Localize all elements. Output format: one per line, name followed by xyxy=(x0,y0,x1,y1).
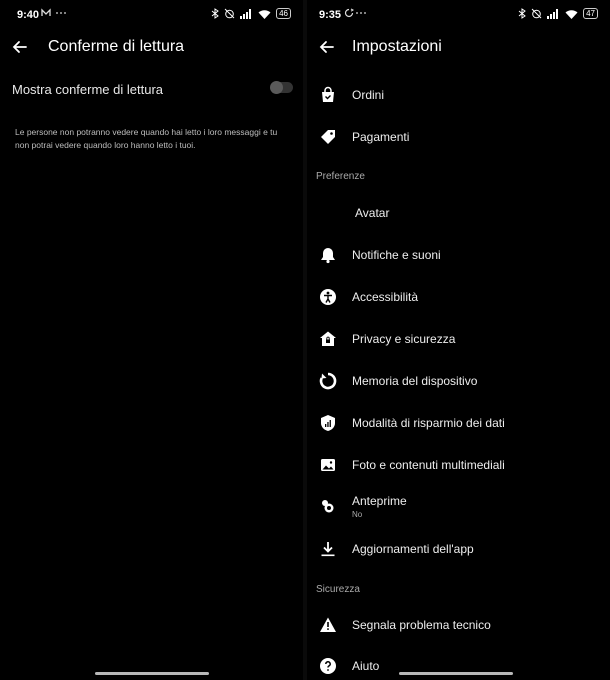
wifi-icon xyxy=(565,9,578,19)
setting-description: Le persone non potranno vedere quando hai letto i loro messaggi e tu non potrai vedere quando loro hanno letto i tuoi. xyxy=(15,127,278,150)
settings-item-app-updates[interactable] xyxy=(307,536,610,564)
item-label: Ordini xyxy=(352,88,385,102)
image-icon xyxy=(319,456,337,474)
item-label: Avatar xyxy=(355,206,390,220)
item-label: Memoria del dispositivo xyxy=(352,374,478,388)
battery-indicator: 47 xyxy=(583,8,598,19)
notification-icons xyxy=(41,8,69,21)
settings-item-media[interactable] xyxy=(307,452,610,480)
page-title: Impostazioni xyxy=(352,38,442,55)
settings-item-report-problem[interactable] xyxy=(307,612,610,640)
item-label: Privacy e sicurezza xyxy=(352,332,456,346)
item-sublabel: No xyxy=(352,510,363,519)
help-icon xyxy=(319,657,337,675)
item-label: Aiuto xyxy=(352,659,380,673)
settings-item-previews[interactable] xyxy=(307,488,610,524)
signal-icon xyxy=(240,9,253,19)
settings-screen xyxy=(307,0,610,680)
status-time: 9:35 xyxy=(319,9,342,21)
settings-item-notifications[interactable] xyxy=(307,242,610,270)
signal-icon xyxy=(547,9,560,19)
settings-item-privacy[interactable] xyxy=(307,326,610,354)
item-label: Foto e contenuti multimediali xyxy=(352,458,505,472)
settings-item-data-saver[interactable] xyxy=(307,410,610,438)
section-header-security: Sicurezza xyxy=(316,584,360,595)
settings-item-help[interactable] xyxy=(307,653,610,680)
preview-icon xyxy=(319,497,337,515)
gesture-nav-bar[interactable] xyxy=(95,672,209,675)
settings-item-accessibility[interactable] xyxy=(307,284,610,312)
home-lock-icon xyxy=(319,330,337,348)
settings-item-payments[interactable] xyxy=(307,124,610,152)
shield-data-icon xyxy=(319,414,337,432)
item-label: Anteprime xyxy=(352,494,407,508)
system-icons xyxy=(211,8,291,19)
item-label: Pagamenti xyxy=(352,130,410,144)
warning-icon xyxy=(319,616,337,634)
storage-icon xyxy=(319,372,337,390)
read-receipts-toggle[interactable] xyxy=(271,82,293,93)
gesture-nav-bar[interactable] xyxy=(399,672,513,675)
alarm-off-icon xyxy=(531,8,542,19)
download-icon xyxy=(319,540,337,558)
bluetooth-icon xyxy=(518,8,526,19)
item-label: Aggiornamenti dell'app xyxy=(352,542,474,556)
item-label: Accessibilità xyxy=(352,290,419,304)
system-icons xyxy=(518,8,598,19)
back-arrow-icon[interactable] xyxy=(10,37,30,57)
page-title: Conferme di lettura xyxy=(48,38,185,55)
bluetooth-icon xyxy=(211,8,219,19)
notification-icons xyxy=(344,8,368,21)
read-receipts-setting[interactable] xyxy=(12,78,293,102)
app-bar xyxy=(0,30,303,64)
tag-icon xyxy=(319,128,337,146)
accessibility-icon xyxy=(319,288,337,306)
battery-indicator: 46 xyxy=(276,8,291,19)
back-arrow-icon[interactable] xyxy=(317,37,337,57)
status-bar xyxy=(0,0,303,30)
status-bar xyxy=(307,0,610,30)
settings-item-storage[interactable] xyxy=(307,368,610,396)
alarm-off-icon xyxy=(224,8,235,19)
bag-icon xyxy=(319,86,337,104)
settings-item-avatar[interactable] xyxy=(307,200,610,228)
item-label: Modalità di risparmio dei dati xyxy=(352,416,505,430)
item-label: Segnala problema tecnico xyxy=(352,618,491,632)
wifi-icon xyxy=(258,9,271,19)
settings-item-orders[interactable] xyxy=(307,82,610,110)
item-label: Notifiche e suoni xyxy=(352,248,441,262)
toggle-knob xyxy=(270,81,283,94)
setting-label: Mostra conferme di lettura xyxy=(12,82,164,97)
read-receipts-screen xyxy=(0,0,303,680)
app-bar xyxy=(307,30,610,64)
status-time: 9:40 xyxy=(17,9,40,21)
section-header-preferences: Preferenze xyxy=(316,171,365,182)
bell-icon xyxy=(319,246,337,264)
